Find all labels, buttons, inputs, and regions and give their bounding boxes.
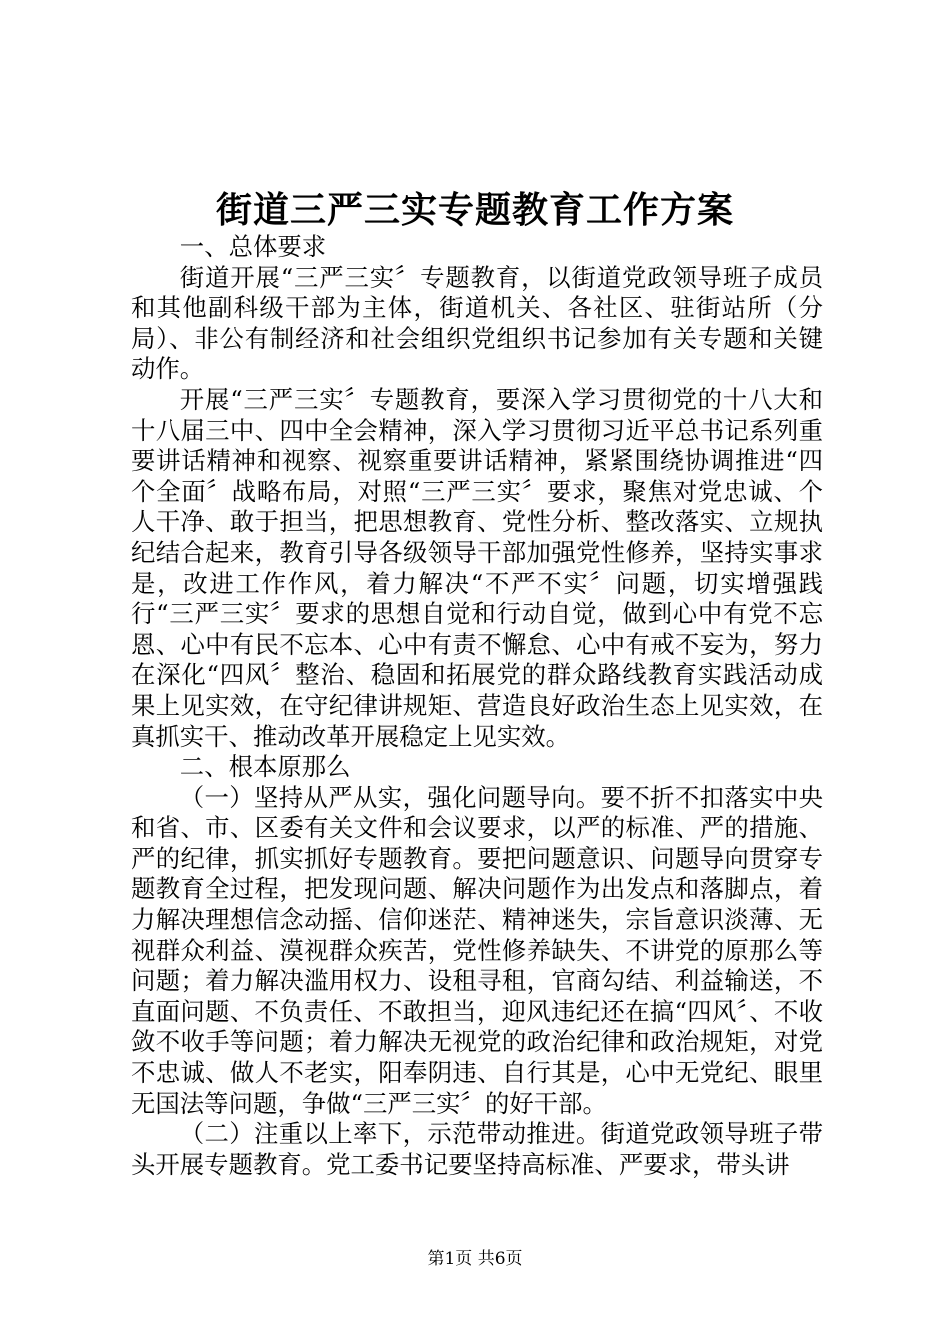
paragraph: （一）坚持从严从实，强化问题导向。要不折不扣落实中央和省、市、区委有关文件和会议要求，以严的标准、严的措施、严的纪律，抓实抓好专题教育。要把问题意识、问题导向贯穿专题教育全过程，把发现问题、解决问题作为出发点和落脚点，着力解决理想信念动摇、信仰迷茫、精神迷失，宗旨意识淡薄、无视群众利益、漠视群众疾苦，党性修养缺失、不讲党的原那么等问题；着力解决滥用权力、设租寻租，官商勾结、利益输送，不直面问题、不负责任、不敢担当，迎风违纪还在搞“四风〞、不收敛不收手等问题；着力解决无视党的政治纪律和政治规矩，对党不忠诚、做人不老实，阳奉阴违、自行其是，心中无党纪、眼里无国法等问题，争做“三严三实〞的好干部。 [131,782,823,1118]
paragraph: （二）注重以上率下，示范带动推进。街道党政领导班子带头开展专题教育。党工委书记要坚持高标准、严要求，带头讲 [131,1119,823,1179]
paragraph: 开展“三严三实〞专题教育，要深入学习贯彻党的十八大和十八届三中、四中全会精神，深入学习贯彻习近平总书记系列重要讲话精神和视察、视察重要讲话精神，紧紧围绕协调推进“四个全面〞战略布局，对照“三严三实〞要求，聚焦对党忠诚、个人干净、敢于担当，把思想教育、党性分析、整改落实、立规执纪结合起来，教育引导各级领导干部加强党性修养，坚持实事求是，改进工作作风，着力解决“不严不实〞问题，切实增强践行“三严三实〞要求的思想自觉和行动自觉，做到心中有党不忘恩、心中有民不忘本、心中有责不懈怠、心中有戒不妄为，努力在深化“四风〞整治、稳固和拓展党的群众路线教育实践活动成果上见实效，在守纪律讲规矩、营造良好政治生态上见实效，在真抓实干、推动改革开展稳定上见实效。 [131,384,823,751]
paragraph: 街道开展“三严三实〞专题教育，以街道党政领导班子成员和其他副科级干部为主体，街道机关、各社区、驻街站所（分局）、非公有制经济和社会组织党组织书记参加有关专题和关键动作。 [131,262,823,384]
section-heading: 二、根本原那么 [179,752,351,782]
document-body [131,232,823,1180]
page-number-footer: 第1页 共6页 [427,1249,523,1269]
document-title: 街道三严三实专题教育工作方案 [215,189,734,231]
section-heading: 一、总体要求 [179,232,327,261]
